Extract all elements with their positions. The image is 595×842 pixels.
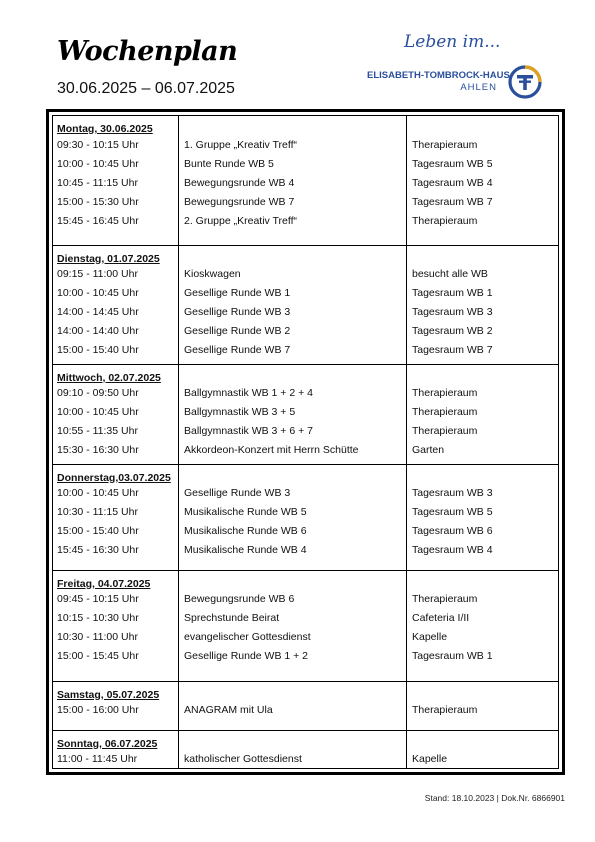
- column-divider: [178, 116, 179, 245]
- column-divider: [406, 571, 407, 681]
- schedule-row: [53, 701, 558, 720]
- location-cell: Tagesraum WB 5: [412, 506, 493, 519]
- schedule-row: [53, 647, 558, 666]
- location-cell: Therapieraum: [412, 387, 478, 400]
- activity-cell: evangelischer Gottesdienst: [184, 631, 311, 644]
- schedule-row: [53, 590, 558, 609]
- day-block: [53, 245, 558, 364]
- schedule-row: [53, 441, 558, 460]
- time-cell: 15:45 - 16:30 Uhr: [57, 544, 139, 557]
- time-cell: 10:55 - 11:35 Uhr: [57, 425, 138, 438]
- time-cell: 10:00 - 10:45 Uhr: [57, 287, 139, 300]
- location-cell: Therapieraum: [412, 704, 478, 716]
- schedule-row: [53, 322, 558, 341]
- time-cell: 15:30 - 16:30 Uhr: [57, 444, 139, 457]
- location-cell: Tagesraum WB 7: [412, 195, 493, 208]
- location-cell: Tagesraum WB 1: [412, 287, 493, 300]
- column-divider: [406, 246, 407, 364]
- schedule-row: [53, 503, 558, 522]
- activity-cell: 1. Gruppe „Kreativ Treff“: [184, 138, 298, 151]
- day-label: Montag, 30.06.2025: [57, 123, 153, 135]
- location-cell: Tagesraum WB 3: [412, 306, 493, 319]
- time-cell: 09:10 - 09:50 Uhr: [57, 387, 139, 400]
- day-label: Mittwoch, 02.07.2025: [57, 371, 161, 384]
- activity-cell: 2. Gruppe „Kreativ Treff“: [184, 214, 298, 227]
- time-cell: 09:30 - 10:15 Uhr: [57, 138, 139, 151]
- schedule-row: [53, 422, 558, 441]
- activity-cell: Gesellige Runde WB 7: [184, 344, 291, 357]
- schedule-row: [53, 750, 558, 769]
- day-block: [53, 464, 558, 570]
- day-header: [53, 365, 558, 384]
- schedule-row: [53, 303, 558, 322]
- activity-cell: Sprechstunde Beirat: [184, 612, 280, 625]
- day-block: [53, 364, 558, 464]
- time-cell: 15:00 - 15:45 Uhr: [57, 650, 139, 663]
- day-header: [53, 571, 558, 590]
- location-cell: Therapieraum: [412, 138, 478, 151]
- column-divider: [178, 731, 179, 768]
- schedule-row: [53, 211, 558, 230]
- time-cell: 10:00 - 10:45 Uhr: [57, 487, 139, 500]
- schedule-row: [53, 135, 558, 154]
- time-cell: 15:45 - 16:45 Uhr: [57, 214, 139, 227]
- location-cell: Tagesraum WB 3: [412, 487, 493, 500]
- location-cell: Cafeteria I/II: [412, 612, 470, 625]
- activity-cell: Gesellige Runde WB 1 + 2: [184, 650, 309, 663]
- day-block: [53, 681, 558, 731]
- location-cell: Tagesraum WB 5: [412, 157, 493, 170]
- day-label: Donnerstag,03.07.2025: [57, 471, 171, 484]
- page-title: Wochenplan: [57, 36, 238, 67]
- time-cell: 14:00 - 14:40 Uhr: [57, 325, 139, 338]
- day-block: [53, 116, 558, 245]
- time-cell: 10:15 - 10:30 Uhr: [57, 612, 139, 625]
- logo-tagline: Leben im...: [404, 32, 501, 52]
- activity-cell: Ballgymnastik WB 3 + 5: [184, 406, 296, 419]
- activity-cell: Gesellige Runde WB 3: [184, 487, 291, 500]
- day-header: [53, 465, 558, 484]
- time-cell: 15:00 - 15:30 Uhr: [57, 195, 139, 208]
- time-cell: 09:45 - 10:15 Uhr: [57, 593, 139, 606]
- schedule-row: [53, 541, 558, 560]
- schedule-row: [53, 284, 558, 303]
- activity-cell: ANAGRAM mit Ula: [184, 704, 273, 716]
- time-cell: 10:30 - 11:15 Uhr: [57, 506, 138, 519]
- activity-cell: Gesellige Runde WB 2: [184, 325, 291, 338]
- location-cell: Tagesraum WB 1: [412, 650, 493, 663]
- day-label: Sonntag, 06.07.2025: [57, 737, 158, 750]
- weekly-schedule-table: [52, 115, 559, 769]
- location-cell: Tagesraum WB 4: [412, 176, 493, 189]
- schedule-row: [53, 403, 558, 422]
- day-header: [53, 246, 558, 265]
- location-cell: Therapieraum: [412, 425, 478, 438]
- schedule-row: [53, 522, 558, 541]
- column-divider: [406, 116, 407, 245]
- day-header: [53, 731, 558, 750]
- column-divider: [178, 465, 179, 570]
- column-divider: [406, 731, 407, 768]
- column-divider: [178, 246, 179, 364]
- location-cell: Therapieraum: [412, 214, 478, 227]
- time-cell: 10:00 - 10:45 Uhr: [57, 406, 139, 419]
- day-header: [53, 116, 558, 135]
- activity-cell: Akkordeon-Konzert mit Herrn Schütte: [184, 444, 359, 457]
- time-cell: 15:00 - 15:40 Uhr: [57, 525, 139, 538]
- activity-cell: Kioskwagen: [184, 268, 241, 281]
- column-divider: [406, 465, 407, 570]
- location-cell: besucht alle WB: [412, 268, 488, 281]
- time-cell: 15:00 - 15:40 Uhr: [57, 344, 139, 357]
- time-cell: 11:00 - 11:45 Uhr: [57, 752, 138, 765]
- location-cell: Therapieraum: [412, 406, 478, 419]
- activity-cell: Gesellige Runde WB 3: [184, 306, 291, 319]
- day-block: [53, 730, 558, 768]
- location-cell: Kapelle: [412, 631, 448, 644]
- schedule-row: [53, 609, 558, 628]
- activity-cell: Gesellige Runde WB 1: [184, 287, 291, 300]
- time-cell: 10:45 - 11:15 Uhr: [57, 176, 138, 189]
- activity-cell: Ballgymnastik WB 3 + 6 + 7: [184, 425, 313, 438]
- activity-cell: Ballgymnastik WB 1 + 2 + 4: [184, 387, 313, 400]
- column-divider: [178, 682, 179, 731]
- footer-stamp: Stand: 18.10.2023 | Dok.Nr. 6866901: [424, 793, 565, 803]
- activity-cell: Bewegungsrunde WB 4: [184, 176, 295, 189]
- date-range: 30.06.2025 – 06.07.2025: [57, 80, 235, 97]
- column-divider: [406, 682, 407, 731]
- location-cell: Tagesraum WB 7: [412, 344, 493, 357]
- schedule-row: [53, 173, 558, 192]
- schedule-row: [53, 265, 558, 284]
- schedule-row: [53, 628, 558, 647]
- day-block: [53, 570, 558, 681]
- activity-cell: Bewegungsrunde WB 6: [184, 593, 295, 606]
- time-cell: 10:30 - 11:00 Uhr: [57, 631, 138, 644]
- column-divider: [406, 365, 407, 464]
- activity-cell: Musikalische Runde WB 6: [184, 525, 307, 538]
- location-cell: Tagesraum WB 2: [412, 325, 493, 338]
- column-divider: [178, 365, 179, 464]
- column-divider: [178, 571, 179, 681]
- activity-cell: Bewegungsrunde WB 7: [184, 195, 295, 208]
- time-cell: 14:00 - 14:45 Uhr: [57, 306, 139, 319]
- logo-name: ELISABETH-TOMBROCK-HAUS: [367, 70, 510, 81]
- schedule-row: [53, 341, 558, 360]
- location-cell: Tagesraum WB 4: [412, 544, 493, 557]
- activity-cell: Bunte Runde WB 5: [184, 157, 274, 170]
- activity-cell: Musikalische Runde WB 4: [184, 544, 307, 557]
- location-cell: Kapelle: [412, 752, 448, 765]
- time-cell: 15:00 - 16:00 Uhr: [57, 704, 139, 716]
- day-label: Dienstag, 01.07.2025: [57, 252, 160, 265]
- day-label: Freitag, 04.07.2025: [57, 577, 151, 590]
- location-cell: Tagesraum WB 6: [412, 525, 493, 538]
- schedule-row: [53, 484, 558, 503]
- activity-cell: katholischer Gottesdienst: [184, 752, 302, 765]
- schedule-row: [53, 192, 558, 211]
- time-cell: 10:00 - 10:45 Uhr: [57, 157, 139, 170]
- day-header: [53, 682, 558, 701]
- schedule-row: [53, 154, 558, 173]
- schedule-row: [53, 384, 558, 403]
- location-cell: Therapieraum: [412, 593, 478, 606]
- time-cell: 09:15 - 11:00 Uhr: [57, 268, 138, 281]
- tombrock-logo-icon: [507, 64, 543, 100]
- logo-city: AHLEN: [460, 82, 497, 93]
- activity-cell: Musikalische Runde WB 5: [184, 506, 307, 519]
- day-label: Samstag, 05.07.2025: [57, 688, 160, 701]
- location-cell: Garten: [412, 444, 445, 457]
